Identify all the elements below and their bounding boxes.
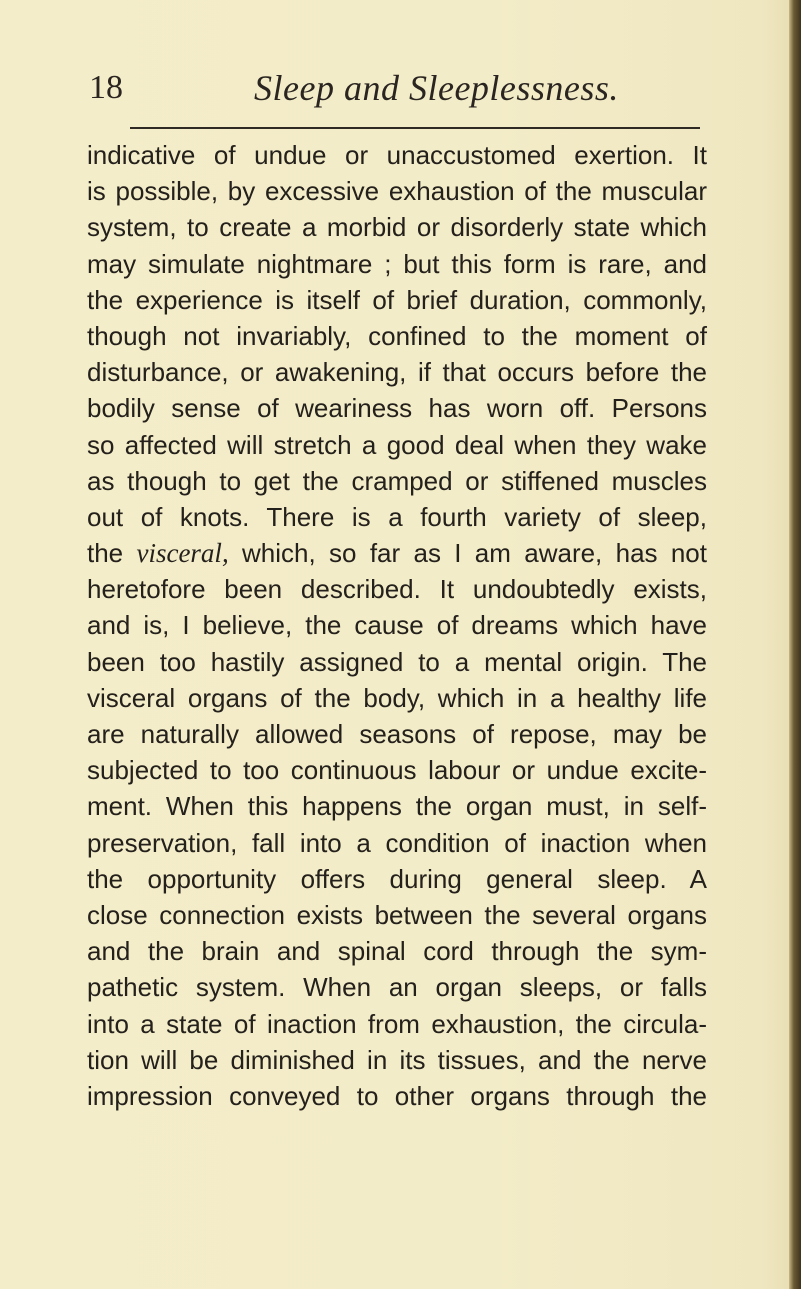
running-title: Sleep and Sleeplessness. [254, 68, 619, 108]
text-line: heretofore been described. It undoubtedly exists, [87, 574, 707, 605]
text-line: close connection exists between the several organs [87, 899, 707, 930]
text-line: disturbance, or awakening, if that occurs before the [87, 357, 707, 388]
header-rule [130, 127, 700, 129]
page-edge-shadow [789, 0, 801, 1289]
text-line: the experience is itself of brief duration, commonly, [87, 284, 707, 315]
page-header [89, 66, 709, 110]
text-segment: the [87, 538, 137, 569]
text-line: ment. When this happens the organ must, in self- [87, 791, 707, 822]
text-line: the opportunity offers during general sleep. A [87, 863, 707, 894]
text-line: visceral organs of the body, which in a healthy life [87, 682, 707, 713]
text-line: pathetic system. When an organ sleeps, or falls [87, 972, 707, 1003]
text-line [87, 535, 707, 571]
text-line: is possible, by excessive exhaustion of the muscular [87, 176, 707, 207]
text-line: and the brain and spinal cord through the sym- [87, 936, 707, 967]
text-line: subjected to too continuous labour or undue excite- [87, 755, 707, 786]
text-line: into a state of inaction from exhaustion, the circula- [87, 1008, 707, 1039]
text-line: system, to create a morbid or disorderly state which [87, 212, 707, 243]
page-number: 18 [89, 69, 123, 106]
italic-term: visceral, [136, 538, 229, 569]
text-line: though not invariably, confined to the moment of [87, 320, 707, 351]
text-line: been too hastily assigned to a mental origin. The [87, 646, 707, 677]
text-line: impression conveyed to other organs through the [87, 1080, 707, 1111]
text-line: are naturally allowed seasons of repose, may be [87, 719, 707, 749]
text-line: bodily sense of weariness has worn off. Persons [87, 393, 707, 424]
text-line: out of knots. There is a fourth variety of sleep, [87, 501, 707, 532]
text-line: tion will be diminished in its tissues, and the nerve [87, 1044, 707, 1075]
text-segment: which, so far as I am aware, has not [228, 538, 707, 569]
text-line: indicative of undue or unaccustomed exertion. It [87, 140, 707, 170]
text-line: may simulate nightmare ; but this form is rare, and [87, 248, 707, 279]
text-line: as though to get the cramped or stiffened muscles [87, 465, 707, 496]
body-paragraph [87, 137, 707, 1114]
text-line: and is, I believe, the cause of dreams which have [87, 610, 707, 641]
text-line: so affected will stretch a good deal when they wake [87, 429, 707, 460]
text-line: preservation, fall into a condition of inaction when [87, 827, 707, 858]
